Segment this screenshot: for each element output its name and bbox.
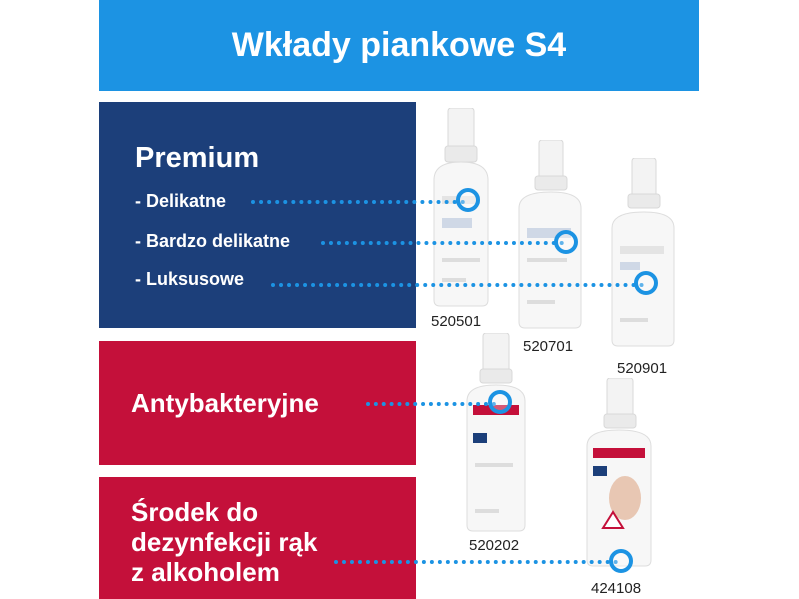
- highlight-ring-luksusowe: [634, 271, 658, 295]
- bottle-520901: [608, 158, 678, 348]
- bottle-424108: [583, 378, 655, 568]
- highlight-ring-bardzo-delikatne: [554, 230, 578, 254]
- page-title: Wkłady piankowe S4: [231, 26, 567, 64]
- highlight-ring-alkohol: [609, 549, 633, 573]
- premium-item-luksusowe: - Luksusowe: [135, 269, 245, 289]
- bottle-520202: [463, 333, 529, 533]
- premium-panel: [99, 102, 416, 328]
- header-banner: [99, 0, 699, 91]
- alcohol-line-2: dezynfekcji rąk: [131, 527, 318, 557]
- connector-antybakteryjne: [366, 402, 496, 406]
- connector-luksusowe: [271, 283, 644, 287]
- connector-alkohol: [334, 560, 618, 564]
- alcohol-line-3: z alkoholem: [131, 557, 280, 587]
- alcohol-panel: [99, 477, 416, 599]
- antibacterial-title: Antybakteryjne: [131, 388, 319, 418]
- premium-title: Premium: [135, 142, 260, 174]
- product-code: 424108: [591, 580, 642, 597]
- premium-item-bardzo-delikatne: - Bardzo delikatne: [135, 231, 291, 251]
- product-code: 520202: [469, 537, 520, 554]
- connector-delikatne: [251, 200, 465, 204]
- product-code: 520901: [617, 360, 668, 377]
- alcohol-line-1: Środek do: [131, 497, 259, 527]
- connector-bardzo-delikatne: [321, 241, 564, 245]
- premium-item-delikatne: - Delikatne: [135, 191, 227, 211]
- product-code: 520501: [431, 313, 482, 330]
- highlight-ring-delikatne: [456, 188, 480, 212]
- product-code: 520701: [523, 338, 574, 355]
- highlight-ring-antybakteryjne: [488, 390, 512, 414]
